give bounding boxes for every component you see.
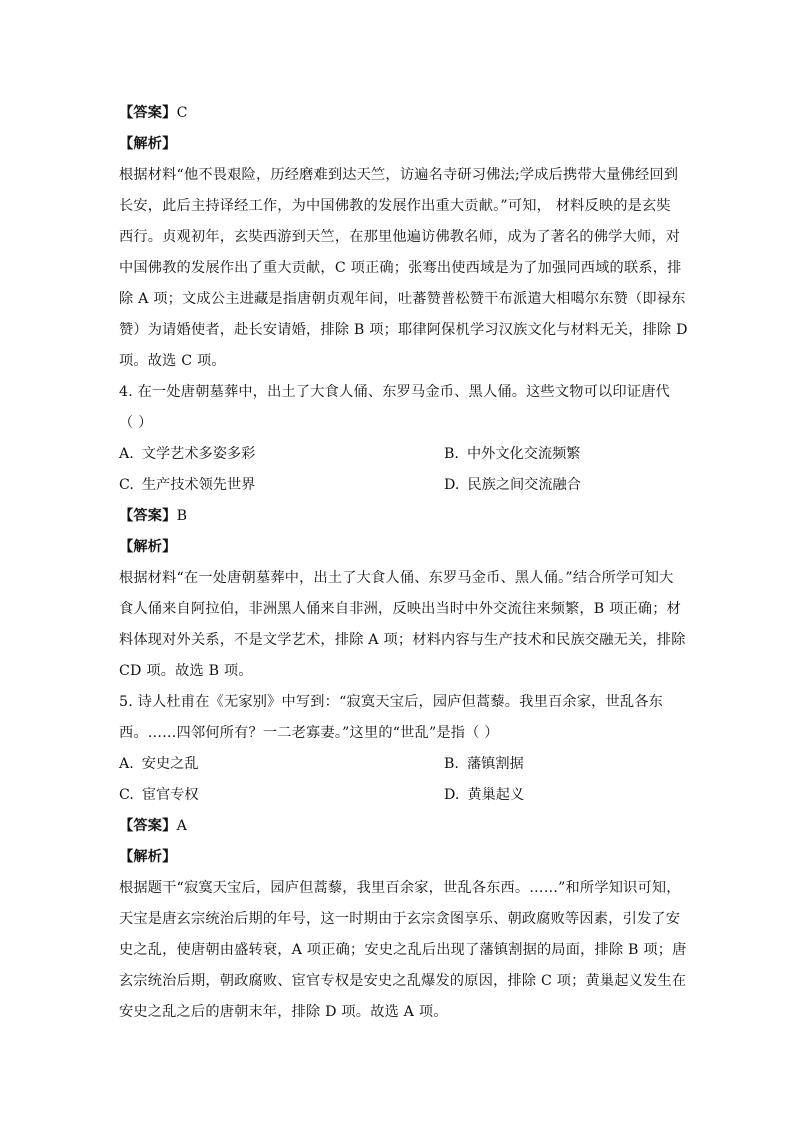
- options-row: [119, 470, 679, 501]
- analysis-label: 【解析】: [119, 849, 177, 865]
- analysis-line: 中国佛教的发展作出了重大贡献，C 项正确；张骞出使西域是为了加强同西域的联系，排: [119, 260, 682, 276]
- answer-label: 【答案】: [119, 508, 177, 524]
- options-row: [119, 439, 679, 470]
- option-a[interactable]: [119, 749, 444, 780]
- option-letter: A.: [119, 446, 134, 462]
- analysis-line: 安史之乱之后的唐朝末年，排除 D 项。故选 A 项。: [119, 1004, 448, 1020]
- answer-value: C: [176, 105, 188, 121]
- answer-line: [119, 98, 679, 129]
- analysis-label: 【解析】: [119, 539, 177, 555]
- option-letter: C.: [119, 787, 134, 803]
- option-letter: D.: [444, 787, 460, 803]
- options-row: [119, 780, 679, 811]
- option-text: 宦官专权: [141, 787, 199, 803]
- option-letter: D.: [444, 477, 460, 493]
- analysis-line: 根据材料“在一处唐朝墓葬中，出土了大食人俑、东罗马金币、黑人俑。”结合所学可知大: [119, 570, 674, 586]
- question-stem: 5. 诗人杜甫在《无家别》中写到：“寂寞天宝后，园庐但蒿藜。我里百余家，世乱各东: [119, 694, 664, 710]
- answer-value: B: [176, 508, 188, 524]
- analysis-line: 玄宗统治后期，朝政腐败、宦官专权是安史之乱爆发的原因，排除 C 项；黄巢起义发生在: [119, 973, 687, 989]
- analysis-line: 根据材料“他不畏艰险，历经磨难到达天竺，访遍名寺研习佛法;学成后携带大量佛经回到: [119, 167, 679, 183]
- option-text: 藩镇割据: [466, 756, 524, 772]
- analysis-line: 天宝是唐玄宗统治后期的年号，这一时期由于玄宗贪图享乐、朝政腐败等因素，引发了安: [119, 911, 681, 927]
- option-b[interactable]: [444, 439, 580, 470]
- option-letter: B.: [444, 756, 459, 772]
- option-letter: C.: [119, 477, 134, 493]
- option-b[interactable]: [444, 749, 524, 780]
- option-letter: B.: [444, 446, 459, 462]
- analysis-line: 根据题干“寂寞天宝后，园庐但蒿藜，我里百余家，世乱各东西。……”和所学知识可知，: [119, 880, 681, 896]
- answer-value: A: [176, 818, 188, 834]
- analysis-label: 【解析】: [119, 136, 177, 152]
- option-d[interactable]: [444, 470, 581, 501]
- option-text: 安史之乱: [141, 756, 199, 772]
- analysis-line: CD 项。故选 B 项。: [119, 663, 253, 679]
- analysis-line: 除 A 项；文成公主进藏是指唐朝贞观年间，吐蕃赞普松赞干布派遣大相噶尔东赞（即禄东: [119, 291, 686, 307]
- analysis-heading: [119, 842, 679, 873]
- answer-label: 【答案】: [119, 818, 177, 834]
- document-page: [119, 98, 688, 1028]
- question-stem: 西。……四邻何所有？一二老寡妻。”这里的“世乱”是指（ ）: [119, 725, 499, 741]
- question-stem: 4. 在一处唐朝墓葬中，出土了大食人俑、东罗马金币、黑人俑。这些文物可以印证唐代: [119, 384, 670, 400]
- option-a[interactable]: [119, 439, 444, 470]
- option-letter: A.: [119, 756, 134, 772]
- option-text: 文学艺术多姿多彩: [141, 446, 256, 462]
- answer-line: [119, 811, 679, 842]
- answer-label: 【答案】: [119, 105, 177, 121]
- analysis-line: 食人俑来自阿拉伯，非洲黑人俑来自非洲，反映出当时中外交流往来频繁，B 项正确；材: [119, 601, 682, 617]
- option-c[interactable]: [119, 470, 444, 501]
- options-row: [119, 749, 679, 780]
- analysis-line: 项。故选 C 项。: [119, 353, 226, 369]
- option-text: 中外文化交流频繁: [466, 446, 581, 462]
- option-c[interactable]: [119, 780, 444, 811]
- answer-line: [119, 501, 679, 532]
- option-text: 民族之间交流融合: [467, 477, 581, 493]
- analysis-line: 料体现对外关系，不是文学艺术，排除 A 项；材料内容与生产技术和民族交融无关，排除: [119, 632, 686, 648]
- analysis-line: 赞）为请婚使者，赴长安请婚，排除 B 项；耶律阿保机学习汉族文化与材料无关，排除 D: [119, 322, 688, 338]
- analysis-heading: [119, 532, 679, 563]
- option-text: 黄巢起义: [467, 787, 525, 803]
- question-stem: （ ）: [119, 415, 153, 431]
- analysis-line: 西行。贞观初年，玄奘西游到天竺，在那里他遍访佛教名师，成为了著名的佛学大师，对: [119, 229, 681, 245]
- option-text: 生产技术领先世界: [141, 477, 256, 493]
- analysis-line: 史之乱，使唐朝由盛转衰，A 项正确；安史之乱后出现了藩镇割据的局面，排除 B 项；唐: [119, 942, 687, 958]
- analysis-line: 长安，此后主持译经工作，为中国佛教的发展作出重大贡献。”可知， 材料反映的是玄奘: [119, 198, 671, 214]
- analysis-heading: [119, 129, 679, 160]
- option-d[interactable]: [444, 780, 524, 811]
